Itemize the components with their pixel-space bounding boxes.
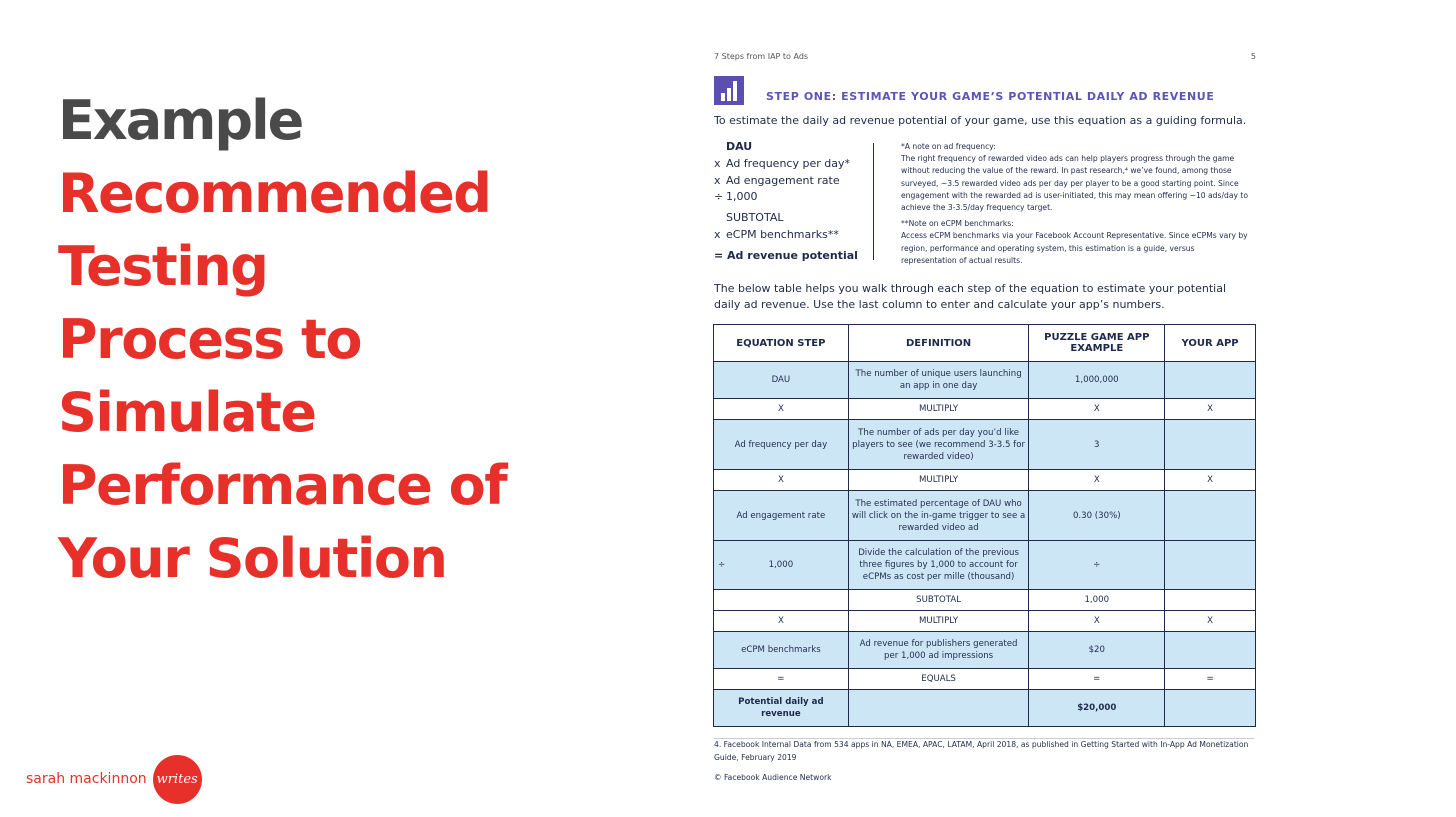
cell-step: Potential daily ad revenue (714, 690, 849, 727)
cell-step: X (714, 611, 849, 632)
cell-example: $20,000 (1029, 690, 1165, 727)
brand-name: sarah mackinnon (26, 771, 147, 787)
cell-step (714, 590, 849, 611)
cell-example: = (1029, 669, 1165, 690)
heading-line-2: Testing (58, 235, 268, 298)
table-row (714, 470, 1256, 491)
cell-step: Ad frequency per day (714, 420, 849, 470)
cell-step: = (714, 669, 849, 690)
cell-your-app[interactable] (1165, 362, 1256, 399)
note-ecpm-title: **Note on eCPM benchmarks: (901, 219, 1014, 229)
brand-badge: writes (153, 755, 202, 804)
cell-definition: SUBTOTAL (848, 590, 1029, 611)
equation-table (713, 324, 1256, 727)
cell-definition: The estimated percentage of DAU who will click on the in-game trigger to see a rewarded video ad (848, 491, 1029, 541)
doc-header (714, 52, 1256, 61)
table-row (714, 690, 1256, 727)
heading-line-4: Simulate (58, 381, 316, 444)
cell-example: ÷ (1029, 541, 1165, 590)
note-frequency-title: *A note on ad frequency: (901, 142, 996, 151)
cell-your-app[interactable] (1165, 541, 1256, 590)
cell-example: 1,000,000 (1029, 362, 1165, 399)
table-row (714, 669, 1256, 690)
cell-your-app: X (1165, 470, 1256, 491)
cell-step: DAU (714, 362, 849, 399)
equation-line: x eCPM benchmarks** (714, 228, 839, 241)
cell-definition: Ad revenue for publishers generated per 1,000 ad impressions (848, 632, 1029, 669)
table-row (714, 420, 1256, 470)
cell-example: $20 (1029, 632, 1165, 669)
cell-definition: Divide the calculation of the previous three figures by 1,000 to account for eCPMs as cost per mille (thousand) (848, 541, 1029, 590)
footnote: 4. Facebook Internal Data from 534 apps in NA, EMEA, APAC, LATAM, April 2018, as published in Getting Started with In-App Ad Monetization Guide, February 2019 (714, 738, 1254, 764)
equation-line: x Ad engagement rate (714, 174, 840, 187)
cell-step: Ad engagement rate (714, 491, 849, 541)
table-row (714, 590, 1256, 611)
cell-example: 3 (1029, 420, 1165, 470)
page-number: 5 (1250, 52, 1256, 61)
heading-example: Example (58, 89, 303, 152)
brand-logo (26, 754, 202, 804)
cell-your-app[interactable] (1165, 632, 1256, 669)
table-row (714, 362, 1256, 399)
table-row (714, 491, 1256, 541)
cell-step: ÷ 1,000 (714, 541, 849, 590)
table-header-row (714, 325, 1256, 362)
column-header: EQUATION STEP (714, 325, 849, 362)
notes (901, 141, 1251, 271)
cell-example: X (1029, 611, 1165, 632)
heading-line-5: Performance of (58, 454, 507, 517)
heading-line-1: Recommended (58, 162, 491, 225)
divide-symbol: ÷ (718, 560, 726, 570)
cell-example: 0.30 (30%) (1029, 491, 1165, 541)
table-intro: The below table helps you walk through each step of the equation to estimate your potential daily ad revenue. Use the last column to enter and calculate your app’s numbers. (714, 282, 1227, 311)
cell-definition: The number of unique users launching an app in one day (848, 362, 1029, 399)
cell-step: eCPM benchmarks (714, 632, 849, 669)
document-page (697, 40, 1273, 795)
cell-your-app[interactable] (1165, 491, 1256, 541)
equation-line: x Ad frequency per day* (714, 157, 850, 170)
column-header: DEFINITION (848, 325, 1029, 362)
cell-definition: EQUALS (848, 669, 1029, 690)
heading-line-3: Process to (58, 308, 361, 371)
intro-text: To estimate the daily ad revenue potential of your game, use this equation as a guiding formula. (714, 114, 1247, 127)
cell-your-app: X (1165, 399, 1256, 420)
step-title: STEP ONE: ESTIMATE YOUR GAME’S POTENTIAL DAILY AD REVENUE (766, 90, 1215, 103)
note-frequency-body: The right frequency of rewarded video ads can help players progress through the game without reducing the value of the reward. In past research,⁴ we’ve found, among those surveyed, ~3.5 rewarded video ads per day per player to be a good starting point. Since engagement with the rewarded ad is user-initiated, this may mean offering ~10 ads/day to achieve the 3-3.5/day frequency target. (901, 154, 1249, 213)
cell-example: X (1029, 470, 1165, 491)
equation-line: DAU (726, 140, 753, 153)
cell-your-app[interactable] (1165, 690, 1256, 727)
cell-step: X (714, 470, 849, 491)
column-header: PUZZLE GAME APP EXAMPLE (1029, 325, 1165, 362)
cell-step: X (714, 399, 849, 420)
table-row (714, 399, 1256, 420)
bar-chart-icon (714, 76, 744, 105)
cell-example: X (1029, 399, 1165, 420)
table-row (714, 541, 1256, 590)
equation-result: = Ad revenue potential (714, 249, 858, 262)
cell-example: 1,000 (1029, 590, 1165, 611)
note-ecpm-body: Access eCPM benchmarks via your Facebook Account Representative. Since eCPMs vary by region, performance and operating system, this estimation is a guide, versus representation of actual results. (901, 231, 1248, 265)
slide-heading (58, 84, 506, 595)
table-row (714, 632, 1256, 669)
cell-definition: The number of ads per day you’d like players to see (we recommend 3-3.5 for rewarded video) (848, 420, 1029, 470)
divider (873, 143, 874, 260)
heading-line-6: Your Solution (58, 527, 447, 590)
equation-line: ÷ 1,000 (714, 190, 758, 203)
column-header: YOUR APP (1165, 325, 1256, 362)
cell-your-app: X (1165, 611, 1256, 632)
cell-your-app[interactable] (1165, 590, 1256, 611)
cell-your-app: = (1165, 669, 1256, 690)
cell-definition (848, 690, 1029, 727)
copyright: © Facebook Audience Network (714, 773, 832, 782)
cell-your-app[interactable] (1165, 420, 1256, 470)
cell-definition: MULTIPLY (848, 611, 1029, 632)
equation-line: SUBTOTAL (726, 211, 784, 224)
cell-definition: MULTIPLY (848, 399, 1029, 420)
cell-definition: MULTIPLY (848, 470, 1029, 491)
table-row (714, 611, 1256, 632)
doc-header-title: 7 Steps from IAP to Ads (714, 52, 809, 61)
